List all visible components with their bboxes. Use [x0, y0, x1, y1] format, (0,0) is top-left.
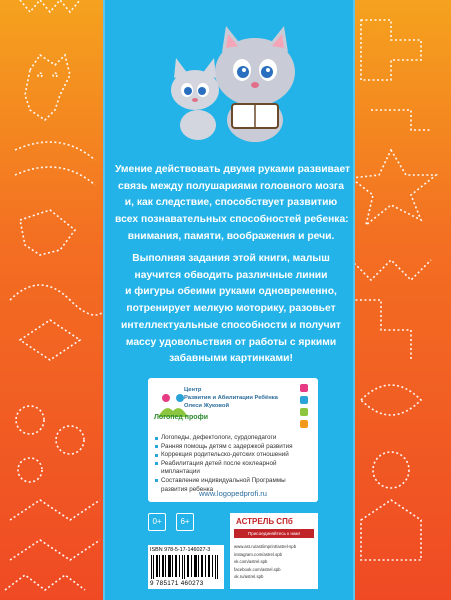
text-line: и фигуры обеими руками одновременно, [125, 286, 337, 298]
list-item: Логопеды, дефектологи, сурдопедагоги [154, 434, 312, 443]
list-item: Составление индивидуальной Программы развития ребенка [154, 477, 312, 494]
logoped-logo-text: Логопед профи [154, 414, 209, 421]
publisher-link[interactable]: instagram.com/astrel.spb [234, 551, 283, 557]
text-line: Умение действовать двумя руками развивает [115, 164, 351, 175]
website-link[interactable]: www.logopedprofi.ru [199, 489, 267, 498]
publisher-box [230, 513, 318, 589]
text-line: забавными картинками! [169, 353, 293, 365]
social-icon-pink[interactable] [300, 384, 308, 392]
text-line: Выполняя задания этой книги, малыш [132, 253, 330, 264]
description-paragraph-1 [115, 162, 351, 246]
text-line: связь между полушариями головного мозга [118, 180, 344, 192]
text-line: научится обводить различные линии [134, 269, 328, 281]
text-line: массу удовольствия от работы с яркими [125, 336, 337, 348]
isbn-text: ISBN 978-5-17-146027-3 [150, 547, 211, 553]
center-panel [103, 0, 355, 600]
text-line: и, как следствие, способствует развитию [124, 197, 338, 209]
text-line: потренирует мелкую моторику, разовьет [126, 303, 336, 315]
social-icon-blue[interactable] [300, 396, 308, 404]
publisher-tagline: Присоединяйтесь к нам! [234, 529, 314, 538]
ad-title-line: Развития и Абилитации Ребёнка [184, 395, 278, 401]
logoped-ad-box [148, 378, 318, 502]
barcode-number: 9 785171 460273 [150, 580, 204, 587]
text-line: всех познавательных способностей ребенка: [115, 214, 349, 226]
list-item: Коррекция родительско-детских отношений [154, 451, 312, 460]
kittens-illustration [160, 10, 310, 150]
publisher-link[interactable]: facebook.com/astrel.spb [234, 566, 281, 572]
barcode-box [148, 545, 224, 589]
publisher-link[interactable]: www.ast.ru/ast/imprint/astrel-spb [234, 544, 297, 549]
social-icon-orange[interactable] [300, 420, 308, 428]
ad-title-line: Центр [184, 387, 202, 393]
publisher-link[interactable]: ok.ru/astrel.spb [234, 574, 264, 579]
text-line: внимания, памяти, воображения и речи. [127, 230, 335, 242]
text-line: интеллектуальные способности и получит [121, 319, 341, 331]
publisher-logo: АСТРЕЛЬ СПб [236, 517, 293, 526]
social-icon-green[interactable] [300, 408, 308, 416]
barcode-icon [151, 555, 221, 579]
tracing-patterns-left [0, 0, 120, 600]
social-icons [300, 384, 310, 432]
services-list [154, 434, 312, 494]
publisher-link[interactable]: vk.com/astrel.spb [234, 559, 268, 564]
list-item: Ранняя помощь детям с задержкой развития [154, 443, 312, 452]
left-tracing-panel [0, 0, 120, 600]
age-rating-6: 6+ [176, 513, 194, 531]
age-rating-0: 0+ [148, 513, 166, 531]
list-item: Реабилитация детей после кохлеарной имплантации [154, 460, 312, 477]
description-paragraph-2 [115, 251, 347, 368]
ad-title [184, 386, 278, 410]
ad-title-line: Олеси Жуковой [184, 403, 230, 409]
publisher-links [234, 543, 296, 581]
